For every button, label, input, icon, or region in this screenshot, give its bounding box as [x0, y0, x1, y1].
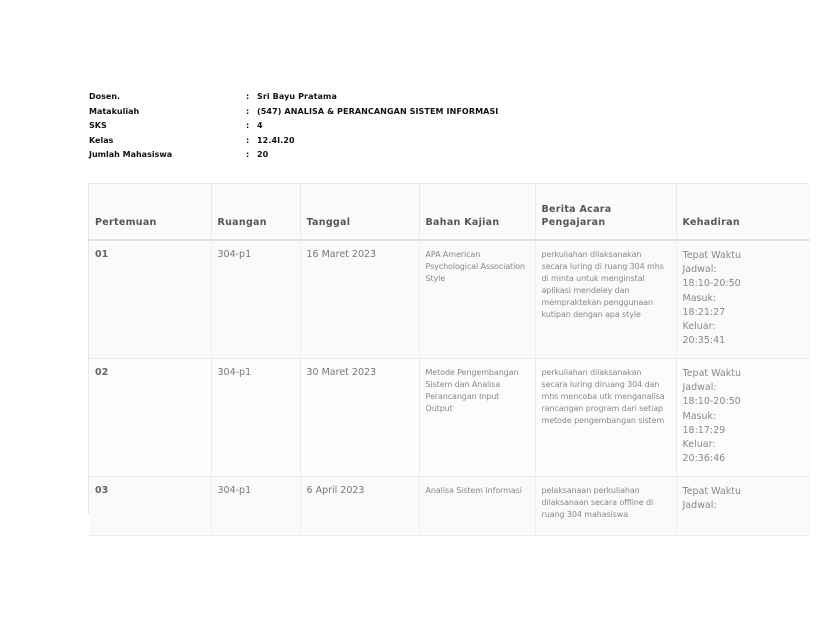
attendance-status: Tepat Waktu — [682, 250, 741, 261]
attendance-schedule-label: Jadwal: — [682, 382, 717, 394]
info-row-course — [89, 105, 498, 120]
cell-date: 30 Maret 2023 — [300, 359, 419, 477]
attendance-in-value: 18:17:29 — [682, 424, 726, 436]
header-report: Berita Acara Pengajaran — [535, 184, 676, 240]
cell-date: 6 April 2023 — [300, 477, 419, 536]
meeting-table-container — [88, 183, 809, 519]
info-colon: : — [246, 135, 250, 145]
cell-attendance — [676, 359, 810, 477]
cell-topic: Analisa Sistem Informasi — [419, 477, 535, 536]
cell-report: perkuliahan dilaksanakan secara luring di ruang 304 mhs di minta untuk menginstal aplikasi mendeley dan mempraktekan penggunaan kutipan dengan apa style — [535, 240, 676, 359]
header-topic: Bahan Kajian — [419, 184, 535, 240]
cell-meeting: 01 — [89, 240, 211, 359]
info-row-class — [89, 134, 498, 149]
info-colon: : — [246, 150, 250, 159]
header-date: Tanggal — [300, 184, 419, 240]
header-attendance: Kehadiran — [676, 184, 810, 240]
cell-room: 304-p1 — [211, 240, 300, 359]
info-row-students — [89, 148, 498, 163]
attendance-schedule-label: Jadwal: — [682, 264, 717, 276]
attendance-status: Tepat Waktu — [682, 486, 741, 497]
cell-meeting: 02 — [89, 359, 211, 477]
cell-attendance — [676, 477, 810, 536]
cell-meeting: 03 — [89, 477, 211, 536]
cell-report: pelaksanaan perkuliahan dilaksanaan secara offline di ruang 304 mahasiswa — [535, 477, 676, 536]
info-row-lecturer — [89, 90, 498, 105]
attendance-out-label: Keluar: — [682, 439, 716, 451]
table-header-row — [89, 184, 810, 240]
attendance-schedule-value: 18:10-20:50 — [682, 278, 741, 290]
cell-topic: APA American Psychological Association Style — [419, 240, 535, 359]
cell-report: perkuliahan dilaksanakan secara luring diruang 304 dan mhs mencoba utk menganalisa rancangan program dari setiap metode pengembangan sistem — [535, 359, 676, 477]
attendance-in-value: 18:21:27 — [682, 306, 726, 318]
info-value: 20 — [257, 150, 269, 159]
table-row — [89, 477, 810, 536]
cell-room: 304-p1 — [211, 477, 300, 536]
cell-room: 304-p1 — [211, 359, 300, 477]
info-label: Dosen. — [89, 92, 121, 101]
info-value: (547) ANALISA & PERANCANGAN SISTEM INFORMASI — [257, 106, 499, 116]
info-row-credits — [89, 119, 498, 134]
header-room: Ruangan — [211, 184, 300, 240]
attendance-schedule-value: 18:10-20:50 — [682, 396, 741, 408]
info-label: Jumlah Mahasiswa — [89, 150, 173, 159]
attendance-in-label: Masuk: — [682, 292, 717, 304]
attendance-out-value: 20:36:46 — [682, 453, 726, 465]
info-label: SKS — [89, 121, 107, 130]
table-row — [89, 240, 810, 359]
cell-topic: Metode Pengembangan Sistem dan Analisa Perancangan Input Output — [419, 359, 535, 477]
course-info — [89, 90, 498, 163]
cell-date: 16 Maret 2023 — [300, 240, 419, 359]
meeting-table — [89, 184, 810, 536]
header-meeting: Pertemuan — [89, 184, 211, 240]
info-value: 4 — [257, 121, 263, 130]
info-colon: : — [246, 121, 250, 130]
info-value: 12.4I.20 — [257, 135, 295, 145]
info-value: Sri Bayu Pratama — [257, 92, 337, 101]
cell-attendance — [676, 240, 810, 359]
attendance-status: Tepat Waktu — [682, 368, 741, 379]
info-label: Matakuliah — [89, 106, 140, 116]
attendance-out-value: 20:35:41 — [682, 335, 726, 347]
info-colon: : — [246, 92, 250, 101]
attendance-out-label: Keluar: — [682, 321, 716, 333]
info-colon: : — [246, 106, 250, 116]
attendance-in-label: Masuk: — [682, 410, 717, 422]
attendance-schedule-label: Jadwal: — [682, 500, 717, 512]
info-label: Kelas — [89, 135, 114, 145]
table-row — [89, 359, 810, 477]
